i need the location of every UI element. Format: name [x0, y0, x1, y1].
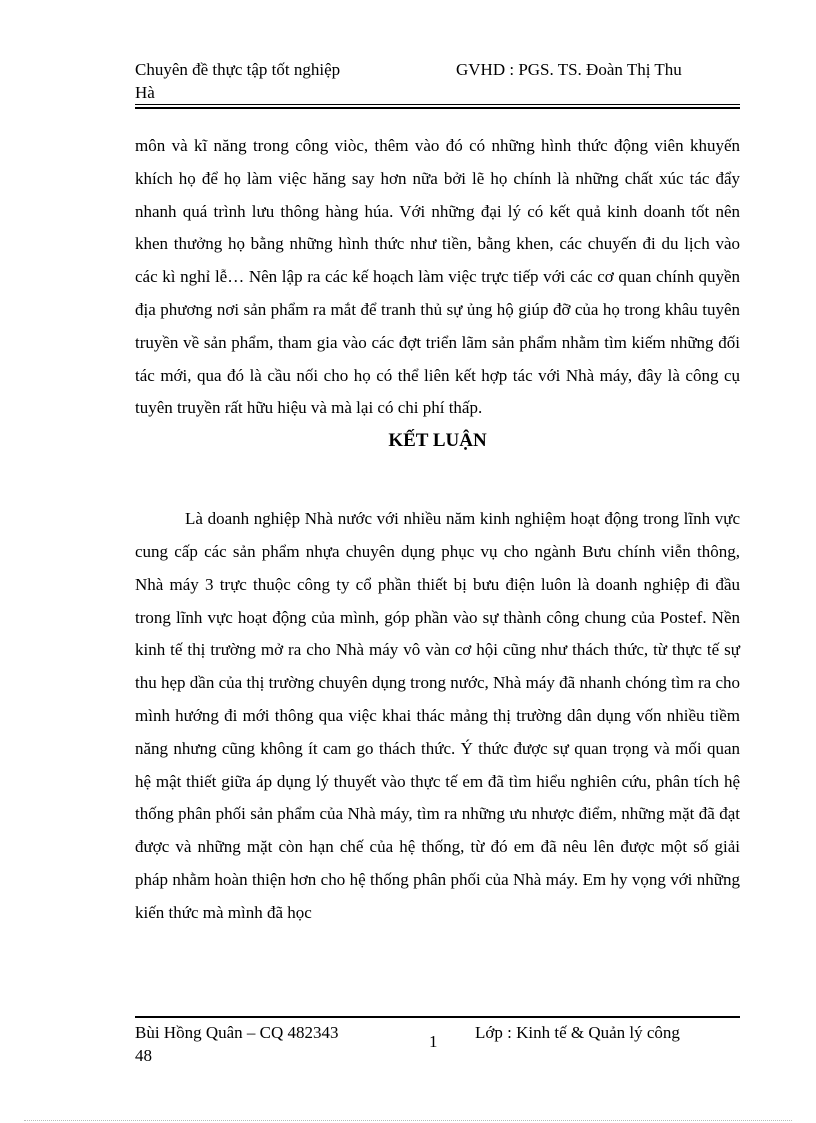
header-rule-thick — [135, 107, 740, 109]
paragraph-conclusion: Là doanh nghiệp Nhà nước với nhiều năm kinh nghiệm hoạt động trong lĩnh vực cung cấp các sản phẩm nhựa chuyên dụng phục vụ cho ngành Bưu chính viễn thông, Nhà máy 3 trực thuộc công ty cổ phần thiết bị bưu điện luôn là doanh nghiệp đi đầu trong lĩnh vực hoạt động của mình, góp phần vào sự thành công chung của Postef. Nền kinh tế thị trường mở ra cho Nhà máy vô vàn cơ hội cũng như thách thức, từ thực tế sự thu hẹp dần của thị trường chuyên dụng trong nước, Nhà máy đã nhanh chóng tìm ra cho mình hướng đi mới thông qua việc khai thác mảng thị trường dân dụng vốn nhiều tiềm năng nhưng cũng không ít cam go thách thức. Ý thức được sự quan trọng và mối quan hệ mật thiết giữa áp dụng lý thuyết vào thực tế em đã tìm hiểu nghiên cứu, phân tích hệ thống phân phối sản phẩm của Nhà máy, tìm ra những ưu nhược điểm, những mặt đã đạt được và những mặt còn hạn chế của hệ thống, từ đó em đã nêu lên được một số giải pháp nhằm hoàn thiện hơn cho hệ thống phân phối của Nhà máy. Em hy vọng với những kiến thức mà mình đã học — [135, 509, 740, 922]
footer-author-wrap: 48 — [135, 1046, 152, 1065]
body-text — [135, 130, 740, 930]
page-header — [135, 58, 740, 104]
page-number: 1 — [429, 1032, 438, 1051]
header-report-title: Chuyên đề thực tập tốt nghiệp — [135, 60, 341, 79]
spacer — [135, 457, 740, 503]
footer-class: Lớp : Kinh tế & Quản lý công — [475, 1023, 680, 1042]
header-supervisor-wrap: Hà — [135, 83, 155, 102]
page-bottom-border — [24, 1120, 792, 1121]
footer-author: Bùi Hồng Quân – CQ 482343 — [135, 1023, 339, 1042]
header-supervisor: GVHD : PGS. TS. Đoàn Thị Thu — [456, 60, 682, 79]
header-rule-thin — [135, 104, 740, 105]
page-footer — [135, 1018, 740, 1070]
paragraph-continuation: môn và kĩ năng trong công viòc, thêm vào đó có những hình thức động viên khuyến khích họ để họ làm việc hăng say hơn nữa bởi lẽ họ chính là những chất xúc tác đẩy nhanh quá trình lưu thông hàng húa. Với những đại lý có kết quả kinh doanh tốt nên khen thưởng họ bằng những hình thức như tiền, bằng khen, các chuyến đi du lịch vào các kì nghỉ lễ… Nên lập ra các kế hoạch làm việc trực tiếp với các cơ quan chính quyền địa phương nơi sản phẩm ra mắt để tranh thủ sự ủng hộ giúp đỡ của họ trong khâu tuyên truyền về sản phẩm, tham gia vào các đợt triển lãm sản phẩm nhằm tìm kiếm những đối tác mới, qua đó là cầu nối cho họ có thể liên kết hợp tác với Nhà máy, đây là công cụ tuyên truyền rất hữu hiệu và mà lại có chi phí thấp. — [135, 136, 740, 418]
section-heading: KẾT LUẬN — [388, 430, 487, 452]
